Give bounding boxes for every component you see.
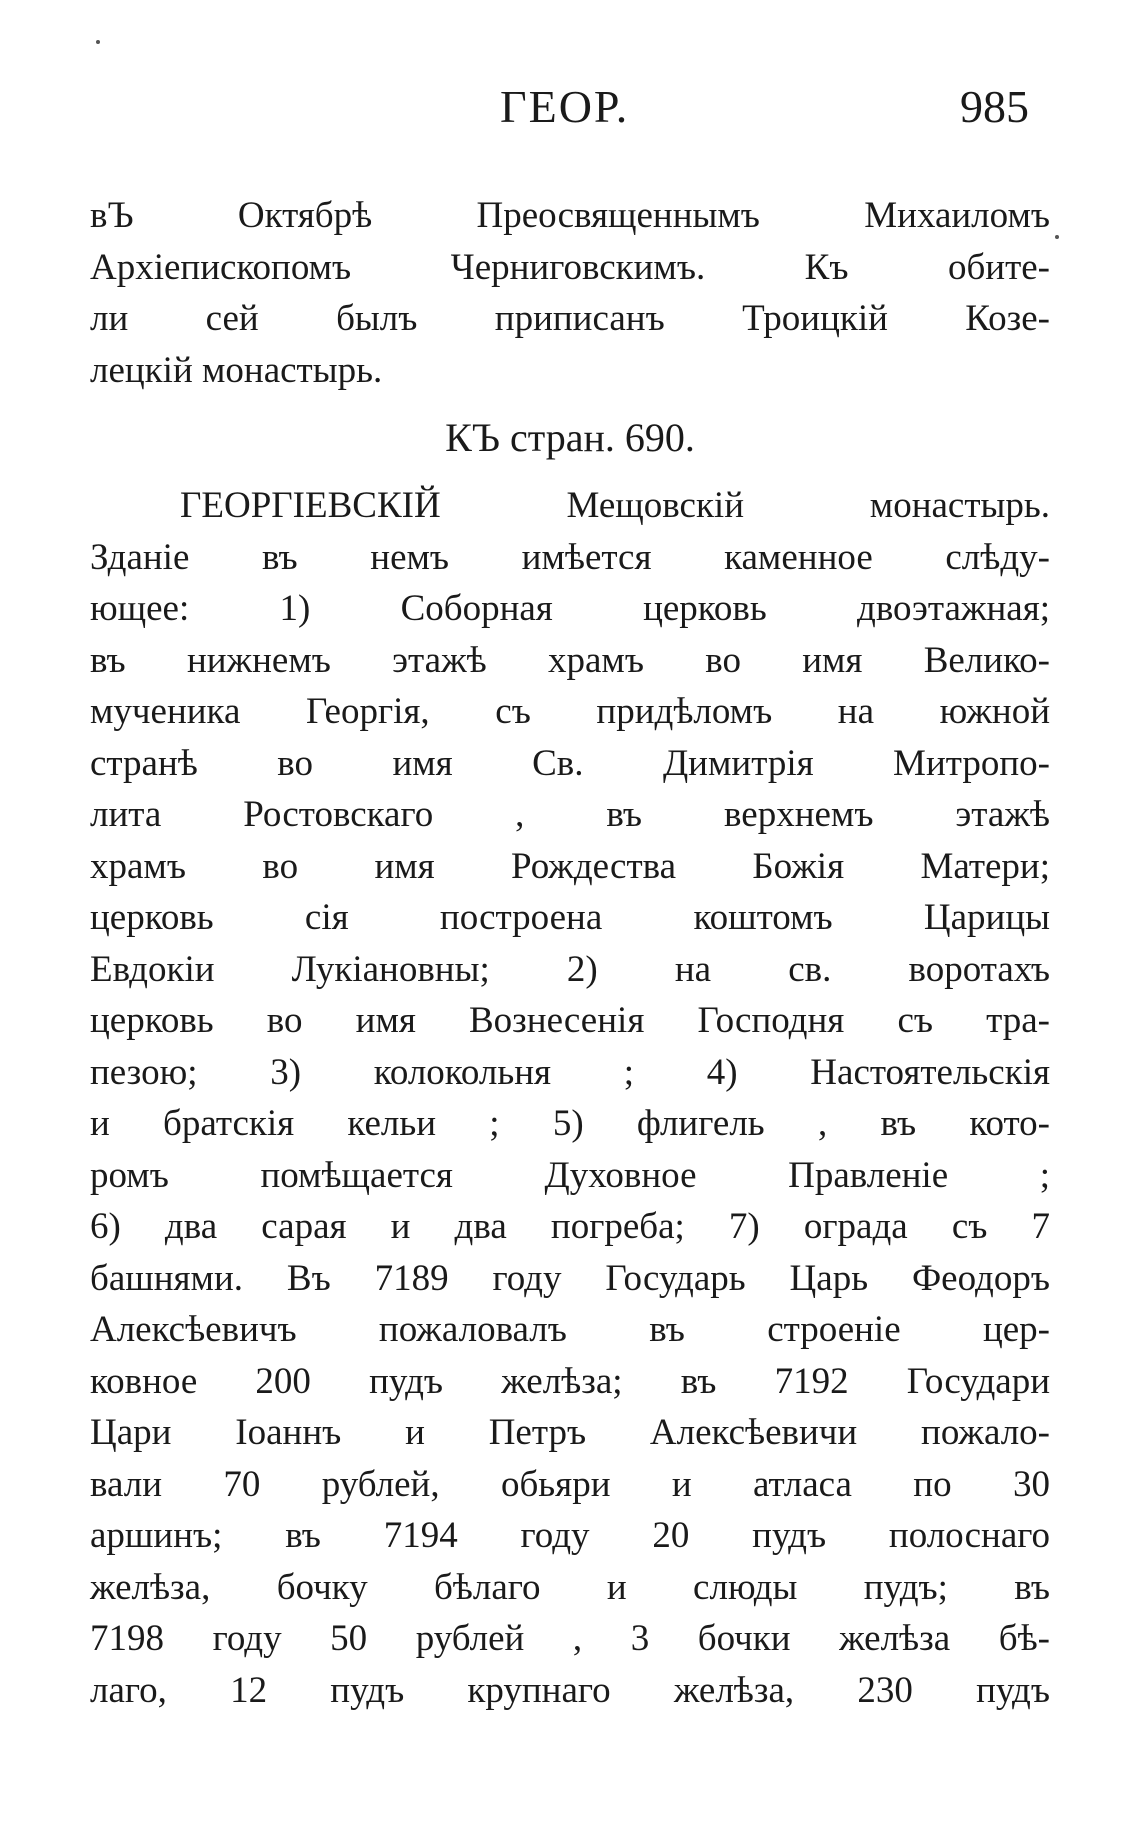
text-line: ГЕОРГІЕВСКІЙ Мещовскій монастырь. [180,485,1050,526]
text-line: башнями. Въ 7189 году Государь Царь Феодоръ [90,1257,1050,1299]
text-line: аршинъ; въ 7194 году 20 пудъ полоснаго [90,1515,1050,1556]
text-line: храмъ во имя Рождества Божія Матери; [90,845,1050,887]
page-header [0,80,1140,140]
text-line: Алексѣевичъ пожаловалъ въ строеніе цер- [90,1309,1050,1350]
text-line: пезою; 3) колокольня ; 4) Настоятельскія [90,1051,1050,1093]
print-speck [96,40,100,44]
text-line: мученика Георгія, съ придѣломъ на южной [90,691,1050,732]
text-line: Зданіе въ немъ имѣется каменное слѣду- [90,536,1050,578]
print-speck [1055,235,1059,239]
text-line: лецкій монастырь. [90,349,383,391]
text-line: ковное 200 пудъ желѣза; въ 7192 Государи [90,1360,1050,1402]
text-line: лита Ростовскаго , въ верхнемъ этажѣ [90,794,1050,835]
text-line: желѣза, бочку бѣлаго и слюды пудъ; въ [90,1566,1050,1608]
text-line: Цари Іоаннъ и Петръ Алексѣевичи пожало- [90,1412,1050,1453]
text-line: Евдокіи Лукіановны; 2) на св. воротахъ [90,948,1050,990]
running-head: ГЕОР. [500,81,630,132]
page-number: 985 [960,81,1029,132]
text-line: ли сей былъ приписанъ Троицкій Козе- [90,298,1050,339]
text-line: церковь сія построена коштомъ Царицы [90,897,1050,938]
section-heading: КЪ стран. 690. [445,415,695,460]
text-line: ромъ помѣщается Духовное Правленіе ; [90,1154,1050,1196]
text-line: странѣ во имя Св. Димитрія Митропо- [90,742,1050,784]
text-line: лаго, 12 пудъ крупнаго желѣза, 230 пудъ [90,1669,1050,1711]
text-line: вали 70 рублей, обьяри и атласа по 30 [90,1463,1050,1505]
text-line: 6) два сарая и два погреба; 7) ограда съ 7 [90,1206,1050,1247]
paragraph-2 [90,480,1050,1716]
text-line: ющее: 1) Соборная церковь двоэтажная; [90,588,1050,629]
body-text [90,190,1050,1716]
text-line: церковь во имя Вознесенія Господня съ тра- [90,1000,1050,1041]
text-line: вЪ Октябрѣ Преосвященнымъ Михаиломъ [90,195,1050,236]
text-line: въ нижнемъ этажѣ храмъ во имя Велико- [90,639,1050,681]
paragraph-1 [90,190,1050,396]
text-line: и братскія кельи ; 5) флигель , въ кото- [90,1103,1050,1144]
text-line: Архіепископомъ Черниговскимъ. Къ обите- [90,246,1050,288]
text-line: 7198 году 50 рублей , 3 бочки желѣза бѣ- [90,1618,1050,1659]
